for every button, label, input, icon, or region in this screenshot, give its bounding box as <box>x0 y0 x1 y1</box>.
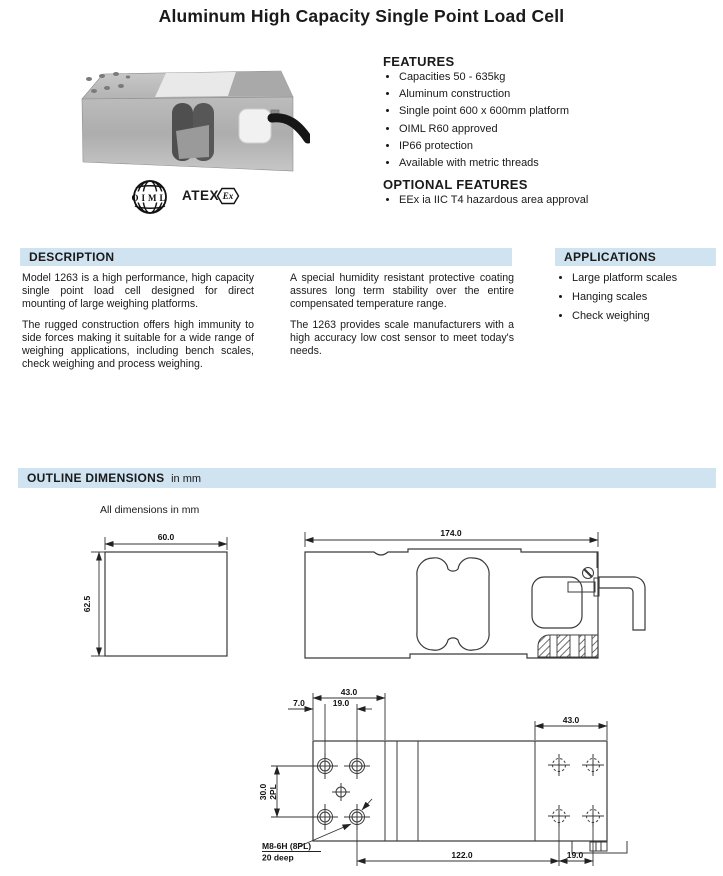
thread-note-line1: M8-6H (8PL) <box>262 841 312 851</box>
features-list <box>385 71 719 174</box>
description-paragraph: Model 1263 is a high performance, high capacity single point load cell designed for direct mounting of large weighing platforms. <box>22 272 254 311</box>
features-heading: FEATURES <box>383 54 455 69</box>
application-item: • Hanging scales <box>572 291 723 303</box>
description-column-1 <box>22 272 254 378</box>
dim-hole-span: 122.0 <box>451 850 473 860</box>
optional-features-list <box>385 194 719 211</box>
outline-header-bar <box>18 468 716 488</box>
applications-list <box>558 272 723 327</box>
feature-item: • Available with metric threads <box>399 157 719 169</box>
feature-item: • IP66 protection <box>399 140 719 152</box>
dim-end-width: 60.0 <box>157 532 175 542</box>
product-photo <box>75 65 310 190</box>
description-paragraph: The 1263 provides scale manufacturers with a high accuracy low cost sensor to meet today's needs. <box>290 318 514 358</box>
dim-left-block-width: 43.0 <box>340 687 358 697</box>
application-item: • Check weighing <box>572 310 723 322</box>
dim-hole-spacing-y: 30.0 <box>258 783 268 801</box>
atex-ex-text: Ex <box>222 191 234 202</box>
atex-ex-hexagon-icon <box>215 186 241 206</box>
optional-features-heading: OPTIONAL FEATURES <box>383 177 528 192</box>
threaded-holes-left <box>312 753 370 830</box>
end-view-drawing <box>82 532 227 656</box>
dim-hole-spacing-y-note: 2PL <box>268 784 278 800</box>
feature-item: • OIML R60 approved <box>399 123 719 135</box>
dim-right-block-width: 43.0 <box>562 715 580 725</box>
cable-outline <box>599 577 645 630</box>
feature-item: • Single point 600 x 600mm platform <box>399 105 719 117</box>
loadcell-platform-area <box>155 72 236 97</box>
side-view-drawing <box>305 528 645 658</box>
outline-heading: OUTLINE DIMENSIONS <box>27 471 165 485</box>
loadcell-top-right <box>228 71 293 97</box>
page-title: Aluminum High Capacity Single Point Load Cell <box>158 6 565 26</box>
thread-note-line2: 20 deep <box>262 852 294 863</box>
threaded-holes-right <box>548 754 604 827</box>
feature-item: • Capacities 50 - 635kg <box>399 71 719 83</box>
dim-length: 174.0 <box>440 528 462 538</box>
atex-logo-text: ATEX <box>182 188 220 203</box>
optional-feature-item: • EEx ia IIC T4 hazardous area approval <box>399 194 719 206</box>
oiml-logo-icon <box>127 179 173 217</box>
applications-header-bar: APPLICATIONS <box>555 248 716 266</box>
description-column-2 <box>290 272 514 365</box>
dim-hole-spacing-x: 19.0 <box>332 698 350 708</box>
description-header-bar: DESCRIPTION <box>20 248 512 266</box>
dimensions-note: All dimensions in mm <box>100 504 200 516</box>
oiml-logo-text: OIML <box>131 192 169 203</box>
outline-heading-suffix: in mm <box>171 473 202 485</box>
feature-item: • Aluminum construction <box>399 88 719 100</box>
dim-edge-offset: 7.0 <box>293 698 305 708</box>
dim-end-height: 62.5 <box>82 595 92 613</box>
dim-right-hole-offset: 19.0 <box>566 850 584 860</box>
outline-drawings <box>0 520 723 876</box>
plan-view-drawing <box>258 687 627 866</box>
cable-entry-label <box>239 109 271 143</box>
description-paragraph: The rugged construction offers high immunity to side forces making it suitable for a wide range of weighing applications, including bench scales, check weighing and process weighing. <box>22 318 254 371</box>
application-item: • Large platform scales <box>572 272 723 284</box>
description-paragraph: A special humidity resistant protective coating assures long term stability over the entire compensated temperature range. <box>290 272 514 311</box>
